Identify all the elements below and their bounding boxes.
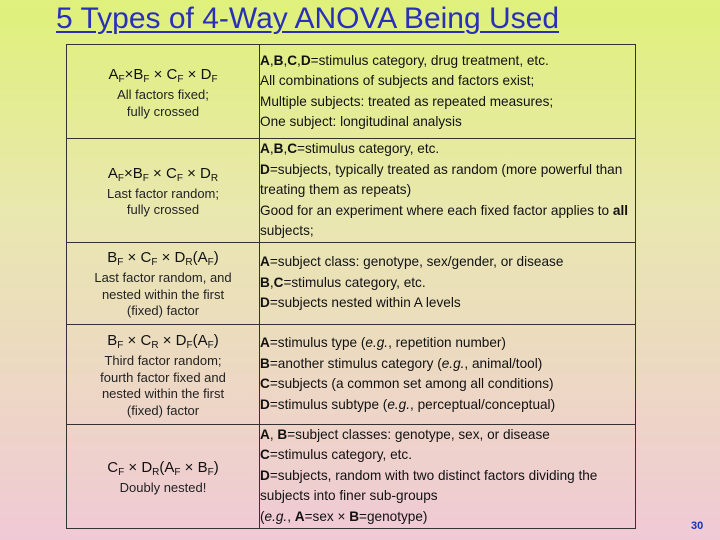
description-line: D=subjects, random with two distinct factors dividing the subjects into finer sub-groups <box>260 467 598 504</box>
description-cell <box>260 424 636 528</box>
description-line: A=subject class: genotype, sex/gender, or disease <box>260 254 564 270</box>
description-line: D=stimulus subtype (e.g., perceptual/conceptual) <box>260 396 556 412</box>
design-note <box>67 87 259 120</box>
description-line: Good for an experiment where each fixed factor applies to all subjects; <box>260 202 629 238</box>
design-formula: $B_F \times C_R \times D_F(A_F)$ <box>107 332 219 351</box>
description-line: A,B,C,D=stimulus category, drug treatment, etc. <box>260 52 549 68</box>
design-note <box>67 480 259 497</box>
design-note <box>67 186 259 219</box>
design-note-line: fourth factor fixed and <box>100 369 226 385</box>
description-line: One subject: longitudinal analysis <box>260 114 462 129</box>
anova-row <box>67 424 636 528</box>
design-note-line: nested within the first <box>101 386 225 401</box>
anova-row <box>67 45 636 139</box>
design-cell <box>67 45 260 139</box>
design-note <box>67 270 259 320</box>
anova-table-body <box>67 45 636 529</box>
design-note-line: Doubly nested! <box>119 479 207 495</box>
design-note-line: Third factor random; <box>104 353 222 368</box>
description-line: B=another stimulus category (e.g., animal/tool) <box>260 355 543 371</box>
design-note <box>67 353 259 419</box>
design-note-line: fully crossed <box>126 103 200 119</box>
description-cell <box>260 139 636 243</box>
description-line: C=subjects (a common set among all conditions) <box>260 376 554 391</box>
description-line: All combinations of subjects and factors exist; <box>260 73 535 88</box>
description-line: C=stimulus category, etc. <box>260 447 412 463</box>
description-cell <box>260 324 636 424</box>
design-note-line: fully crossed <box>126 202 200 218</box>
description-line: D=subjects nested within A levels <box>260 295 461 311</box>
design-formula: $B_F \times C_F \times D_R(A_F)$ <box>107 249 219 269</box>
design-note-line: (fixed) factor <box>126 402 200 418</box>
description-line: B,C=stimulus category, etc. <box>260 274 426 290</box>
anova-row <box>67 242 636 324</box>
description-line: Multiple subjects: treated as repeated measures; <box>260 93 554 109</box>
design-cell <box>67 139 260 243</box>
design-note-line: Last factor random, and <box>94 270 232 286</box>
description-cell <box>260 242 636 324</box>
description-line: A,B,C=stimulus category, etc. <box>260 141 440 156</box>
design-cell <box>67 324 260 424</box>
design-note-line: nested within the first <box>101 286 225 302</box>
description-line: A=stimulus type (e.g., repetition number) <box>260 335 506 350</box>
description-cell <box>260 45 636 139</box>
design-formula: $A_F\times B_F \times C_F \times D_R$ <box>107 164 219 184</box>
design-formula: $A_F\times B_F \times C_F \times D_F$ <box>108 66 218 85</box>
design-cell <box>67 242 260 324</box>
page-number: 30 <box>691 520 704 532</box>
design-cell <box>67 424 260 528</box>
description-line: A, B=subject classes: genotype, sex, or disease <box>260 426 550 442</box>
description-line: D=subjects, typically treated as random (more powerful than treating them as repeats) <box>260 161 623 197</box>
slide-title: 5 Types of 4-Way ANOVA Being Used <box>56 2 560 35</box>
description-line: (e.g., A=sex × B=genotype) <box>260 508 428 524</box>
design-note-line: All factors fixed; <box>117 87 209 102</box>
anova-row <box>67 139 636 243</box>
design-formula: $C_F \times D_R(A_F \times B_F)$ <box>107 458 219 478</box>
design-note-line: Last factor random; <box>107 185 219 201</box>
design-note-line: (fixed) factor <box>126 303 200 319</box>
anova-types-table <box>66 44 636 529</box>
anova-row <box>67 324 636 424</box>
